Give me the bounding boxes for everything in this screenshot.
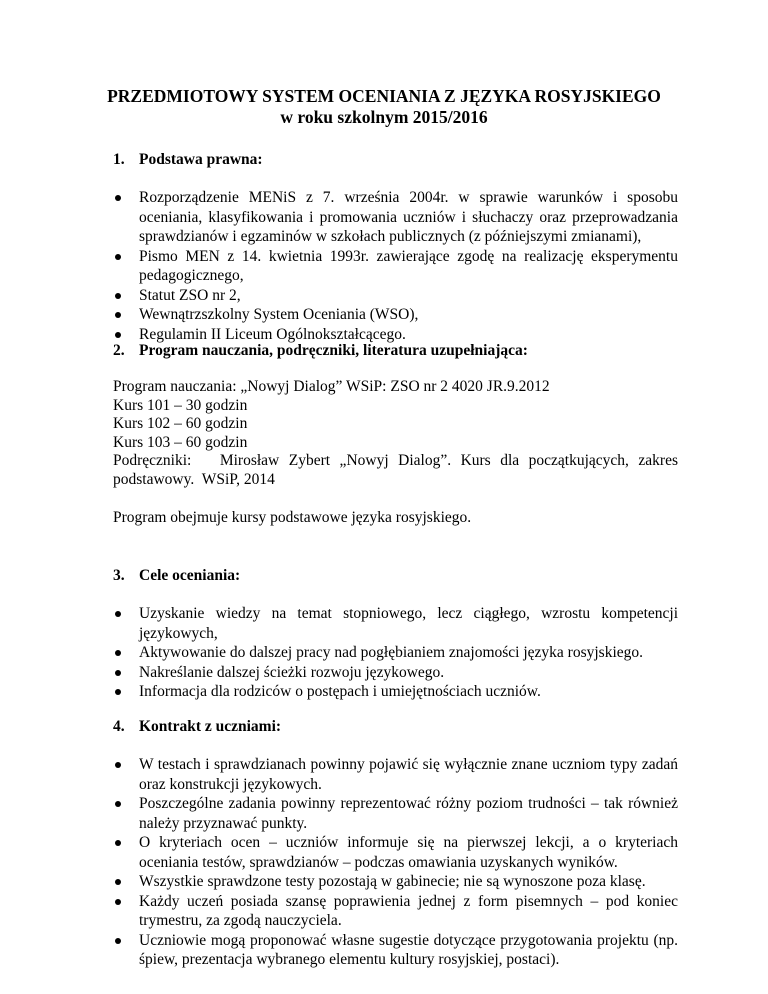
list-item: Pismo MEN z 14. kwietnia 1993r. zawierające zgodę na realizację eksperymentu pedagogicznego, bbox=[113, 247, 678, 286]
section-1-list bbox=[113, 188, 678, 344]
list-item: Rozporządzenie MENiS z 7. września 2004r. w sprawie warunków i sposobu oceniania, klasyfikowania i promowania uczniów i słuchaczy oraz przeprowadzania sprawdzianów i egzaminów w szkołach publicznych (z późniejszymi zmianami), bbox=[113, 188, 678, 247]
list-item: Informacja dla rodziców o postępach i umiejętnościach uczniów. bbox=[113, 682, 678, 702]
section-3-list bbox=[113, 604, 678, 702]
program-line: Kurs 103 – 60 godzin bbox=[113, 433, 248, 451]
list-item: Poszczególne zadania powinny reprezentować różny poziom trudności – tak również należy przyznawać punkty. bbox=[113, 794, 678, 833]
section-title: Podstawa prawna: bbox=[139, 151, 263, 168]
program-line: Kurs 101 – 30 godzin bbox=[113, 396, 248, 414]
list-item: Uczniowie mogą proponować własne sugestie dotyczące przygotowania projektu (np. śpiew, prezentacja wybranego elementu kultury rosyjskiej, postaci). bbox=[113, 931, 678, 970]
section-number: 4. bbox=[113, 718, 125, 735]
section-heading bbox=[113, 150, 263, 169]
section-title: Cele oceniania: bbox=[139, 567, 241, 584]
section-number: 2. bbox=[113, 342, 125, 359]
list-item: Uzyskanie wiedzy na temat stopniowego, lecz ciągłego, wzrostu kompetencji językowych, bbox=[113, 604, 678, 643]
list-item: Wszystkie sprawdzone testy pozostają w gabinecie; nie są wynoszone poza klasę. bbox=[113, 872, 678, 892]
section-4-list bbox=[113, 755, 678, 970]
section-heading bbox=[113, 717, 281, 736]
section-title: Program nauczania, podręczniki, literatura uzupełniająca: bbox=[139, 342, 528, 359]
document-subtitle: w roku szkolnym 2015/2016 bbox=[280, 107, 488, 127]
list-item: Regulamin II Liceum Ogólnokształcącego. bbox=[113, 325, 678, 345]
list-item: Wewnątrzszkolny System Oceniania (WSO), bbox=[113, 305, 678, 325]
textbook-line: Podręczniki: Mirosław Zybert „Nowyj Dialog”. Kurs dla początkujących, zakres bbox=[113, 452, 678, 470]
section-number: 3. bbox=[113, 567, 125, 584]
document-title: PRZEDMIOTOWY SYSTEM OCENIANIA Z JĘZYKA ROSYJSKIEGO bbox=[107, 86, 661, 106]
program-line: Program nauczania: „Nowyj Dialog” WSiP: ZSO nr 2 4020 JR.9.2012 bbox=[113, 378, 550, 395]
section-heading bbox=[113, 341, 528, 360]
section-title: Kontrakt z uczniami: bbox=[139, 718, 282, 735]
section-heading bbox=[113, 566, 240, 585]
textbook-line: podstawowy. WSiP, 2014 bbox=[113, 470, 275, 488]
program-line: Kurs 102 – 60 godzin bbox=[113, 415, 248, 433]
list-item: Statut ZSO nr 2, bbox=[113, 286, 678, 306]
list-item: O kryteriach ocen – uczniów informuje się na pierwszej lekcji, a o kryteriach oceniania testów, sprawdzianów – podczas omawiania uzyskanych wyników. bbox=[113, 833, 678, 872]
list-item: W testach i sprawdzianach powinny pojawić się wyłącznie znane uczniom typy zadań oraz konstrukcji językowych. bbox=[113, 755, 678, 794]
section-number: 1. bbox=[113, 151, 125, 168]
program-details bbox=[113, 378, 678, 490]
list-item: Nakreślanie dalszej ścieżki rozwoju językowego. bbox=[113, 663, 678, 683]
list-item: Każdy uczeń posiada szansę poprawienia jednej z form pisemnych – pod koniec trymestru, za zgodą nauczyciela. bbox=[113, 892, 678, 931]
list-item: Aktywowanie do dalszej pracy nad pogłębianiem znajomości języka rosyjskiego. bbox=[113, 643, 678, 663]
program-note: Program obejmuje kursy podstawowe języka rosyjskiego. bbox=[113, 509, 472, 526]
